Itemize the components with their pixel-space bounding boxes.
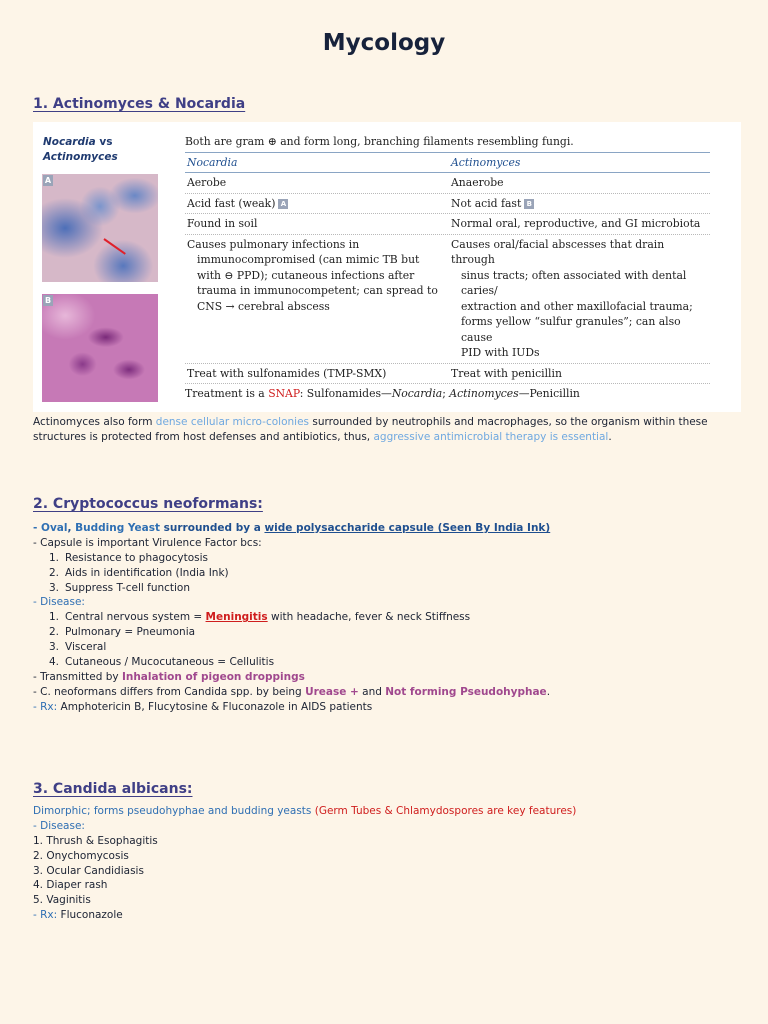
list-item: 1. Thrush & Esophagitis: [33, 834, 158, 847]
arrow-marker: [103, 238, 125, 255]
list-item: 2. Onychomycosis: [33, 849, 129, 862]
treatment-nocardia: Nocardia: [391, 387, 443, 400]
treatment-mid1: : Sulfonamides—: [299, 387, 392, 400]
cell-line: forms yellow “sulfur granules”; can also cause: [461, 315, 681, 344]
capsule-list: [33, 551, 738, 596]
figure-ref-tag: B: [524, 199, 534, 209]
disease-visceral: Visceral: [65, 641, 107, 654]
list-number: 1.: [48, 551, 59, 564]
cell-line: Causes oral/facial abscesses that drain through: [451, 237, 665, 266]
nocardia-cell: [185, 364, 449, 384]
section-heading-cryptococcus: 2. Cryptococcus neoformans:: [33, 496, 263, 512]
nocardia-cell: [185, 173, 449, 193]
page-title: Mycology: [322, 30, 446, 56]
diff-text-1: - C. neoformans differs from Candida spp. by being: [33, 685, 306, 698]
cell-line: with ⊖ PPD); cutaneous infections after: [197, 268, 415, 282]
cell-line: [451, 196, 710, 212]
list-number: 2.: [48, 566, 59, 579]
actinomyces-cell: [449, 214, 710, 234]
cell-line: extraction and other maxillofacial trauma;: [461, 299, 693, 313]
table-row: [185, 214, 710, 235]
cell-line: Aerobe: [187, 176, 227, 189]
candida-content: [33, 804, 738, 923]
treatment-end: —Penicillin: [518, 387, 580, 400]
cell-line: sinus tracts; often associated with dental caries/: [461, 268, 687, 297]
candida-dimorphic: Dimorphic; forms pseudohyphae and budding yeasts: [33, 805, 315, 817]
section-heading-candida: 3. Candida albicans:: [33, 781, 193, 797]
table-body: [185, 173, 710, 384]
table-row: [185, 194, 710, 215]
list-item: 3. Ocular Candidiasis: [33, 864, 144, 877]
figure-ref-tag: A: [278, 199, 288, 209]
treatment-mid2: ;: [442, 387, 450, 400]
list-number: 3.: [48, 581, 59, 594]
micrograph-a-label: A: [44, 176, 52, 185]
table-intro: Both are gram ⊕ and form long, branching filaments resembling fungi.: [185, 135, 574, 148]
micrograph-b: [42, 294, 158, 402]
cell-line: Found in soil: [187, 217, 258, 230]
actinomyces-cell: [449, 173, 710, 193]
disease-cutaneous: Cutaneous / Mucocutaneous = Cellulitis: [65, 656, 275, 669]
cell-line: Causes pulmonary infections in: [187, 237, 360, 251]
para-text-1: Actinomyces also form: [33, 416, 156, 428]
para-highlight-1: dense cellular micro-colonies: [155, 416, 310, 428]
crypto-oval: - Oval: [33, 522, 68, 534]
cell-line: Treat with sulfonamides (TMP-SMX): [187, 366, 387, 380]
micrograph-a: [42, 174, 158, 282]
cell-text: Not acid fast: [451, 196, 522, 210]
actinomyces-paragraph: [33, 415, 738, 445]
figure-left-title: [43, 135, 118, 165]
nocardia-cell: [185, 194, 449, 214]
cryptococcus-content: - Oval, Budding Yeast surrounded by a wide polysaccharide capsule (Seen By India Ink) - Capsule is important Virulence Factor bcs: 1. Resistance to phagocytosis 2. Aids in identification (India Ink) 3. Suppress T-cell function - Disease: 1. Central nervous system = Meningitis with headache, fever & neck Stiffness 2. Pulmonary = Pneumonia 3. Visceral 4. Cutaneous / Mucocutaneous = Cellulitis - Transmitted by Inhalation of pigeon droppings - C. neoformans differs from Candida spp. by being Urease + and Not forming Pseudohyphae. - Rx: Amphotericin B, Flucytosine & Fluconazole in AIDS patients: [33, 521, 738, 715]
cell-line: Normal oral, reproductive, and GI microbiota: [451, 217, 701, 230]
list-item-text: Aids in identification (India Ink): [65, 566, 229, 579]
list-item: 5. Vaginitis: [33, 894, 91, 907]
figure-title-nocardia: Nocardia: [43, 136, 96, 148]
table-header: [185, 152, 710, 173]
comparison-table: [185, 132, 710, 403]
actinomyces-cell: [449, 364, 710, 384]
micrograph-b-label: B: [44, 296, 52, 305]
crypto-surrounded: surrounded by a: [160, 522, 265, 534]
disease-pulmonary: Pulmonary = Pneumonia: [65, 626, 196, 639]
table-header-actinomyces: Actinomyces: [451, 156, 521, 169]
list-item-text: Suppress T-cell function: [65, 581, 191, 594]
nocardia-cell: [185, 214, 449, 234]
candida-key-features: (Germ Tubes & Chlamydospores are key features): [314, 805, 577, 817]
treatment-prefix: Treatment is a: [185, 387, 269, 400]
table-row: [185, 235, 710, 364]
cell-line: [187, 196, 449, 212]
list-item: 4. Diaper rash: [33, 879, 108, 892]
crypto-rx-label: - Rx:: [33, 700, 58, 713]
candida-disease-list: [33, 834, 738, 908]
para-text-4: .: [608, 430, 612, 443]
candida-disease-label: - Disease:: [33, 819, 85, 832]
treatment-actinomyces: Actinomyces: [449, 387, 519, 400]
crypto-disease-label: - Disease:: [33, 596, 85, 609]
cell-line: trauma in immunocompetent; can spread to: [197, 284, 438, 297]
list-item-text: Resistance to phagocytosis: [65, 551, 209, 564]
actinomyces-cell: [449, 235, 710, 363]
cell-line: PID with IUDs: [461, 346, 540, 359]
comparison-figure: [33, 122, 741, 412]
para-text-2: surrounded by neutrophils and macrophages, so the organism within these: [309, 416, 708, 428]
crypto-rx-text: Amphotericin B, Flucytosine & Fluconazole in AIDS patients: [57, 700, 373, 713]
table-row: [185, 173, 710, 194]
diff-and: and: [358, 685, 386, 698]
crypto-capsule: wide polysaccharide capsule (Seen By India Ink): [264, 522, 551, 534]
disease-meningitis: Meningitis: [205, 611, 268, 624]
crypto-comma: ,: [67, 522, 76, 534]
cell-line: Anaerobe: [451, 176, 504, 189]
transmission-highlight: Inhalation of pigeon droppings: [121, 670, 305, 683]
crypto-budding: Budding Yeast: [75, 522, 160, 534]
list-item: [33, 551, 738, 566]
diff-period: .: [546, 685, 551, 698]
treatment-snap: SNAP: [268, 387, 300, 400]
list-item: [33, 581, 738, 596]
cell-text: Acid fast (weak): [187, 196, 276, 210]
capsule-virulence-line: - Capsule is important Virulence Factor bcs:: [33, 536, 262, 549]
candida-rx-text: Fluconazole: [57, 909, 123, 922]
figure-title-vs: vs: [95, 136, 113, 148]
cell-line: immunocompromised (can mimic TB but: [197, 253, 420, 266]
nocardia-cell: [185, 235, 449, 363]
table-row: [185, 364, 710, 385]
candida-rx-label: - Rx:: [33, 909, 58, 922]
actinomyces-cell: [449, 194, 710, 214]
cell-line: CNS → cerebral abscess: [197, 299, 330, 313]
figure-title-actinomyces: Actinomyces: [43, 151, 118, 163]
list-item: [33, 566, 738, 581]
section-heading-actinomyces: 1. Actinomyces & Nocardia: [33, 96, 246, 112]
table-treatment-line: [185, 384, 710, 403]
para-text-3: structures is protected from host defenses and antibiotics, thus,: [33, 430, 374, 443]
cell-line: Treat with penicillin: [451, 366, 562, 380]
disease-cns: Central nervous system =: [65, 611, 206, 624]
table-header-nocardia: Nocardia: [187, 156, 238, 169]
disease-cns-symptoms: with headache, fever & neck Stiffness: [267, 611, 471, 624]
transmission-text: - Transmitted by: [33, 670, 122, 683]
diff-urease: Urease +: [305, 685, 359, 698]
diff-pseudohyphae: Not forming Pseudohyphae: [385, 685, 547, 698]
para-highlight-2: aggressive antimicrobial therapy is essential: [373, 430, 609, 443]
